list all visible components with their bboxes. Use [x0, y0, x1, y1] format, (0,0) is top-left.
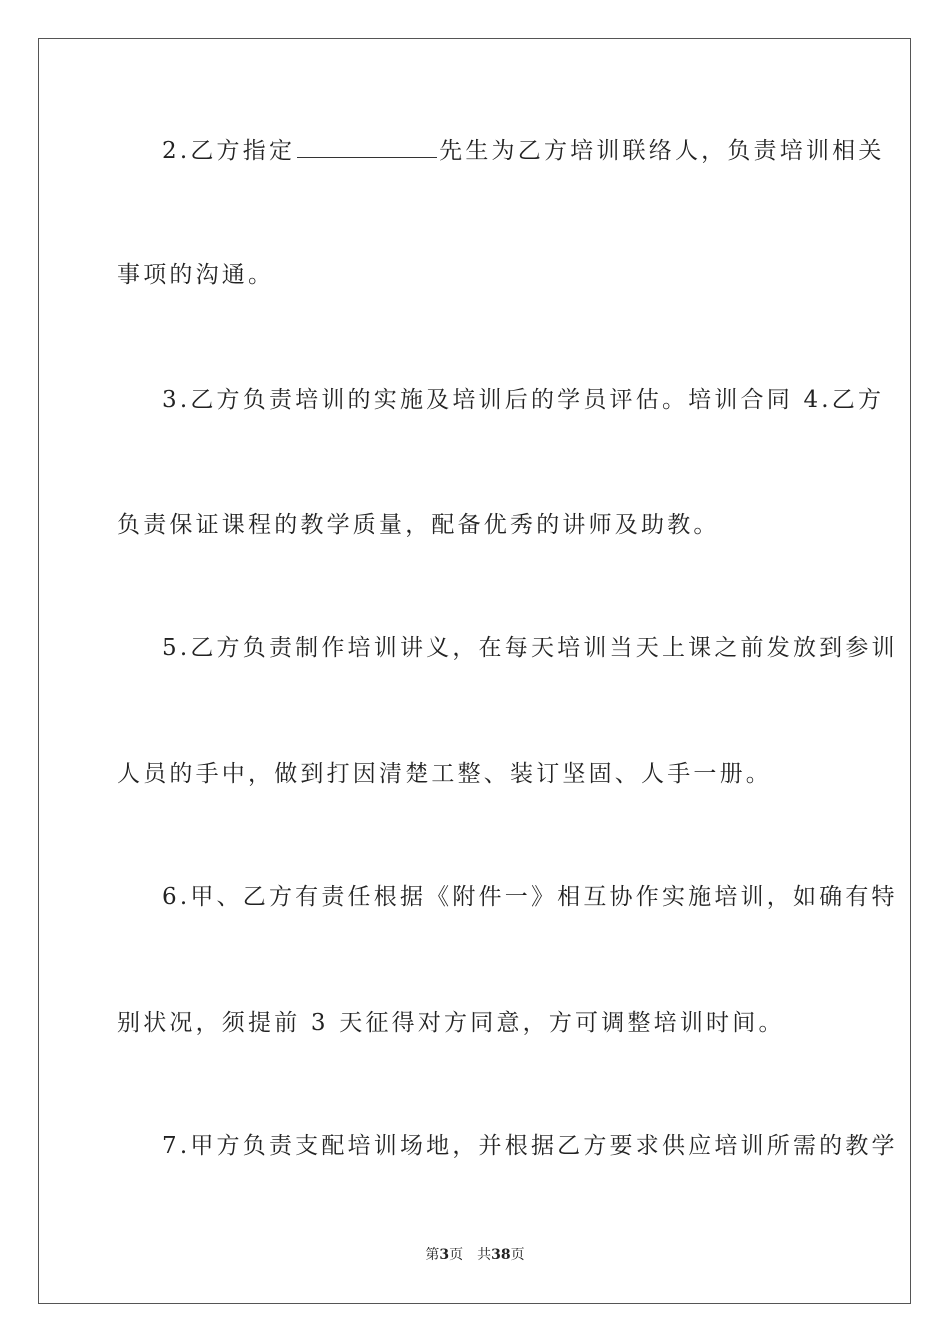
paragraph-3-line-1: 3.乙方负责培训的实施及培训后的学员评估。培训合同 4.乙方	[162, 387, 885, 413]
paragraph-3-line-2: 负责保证课程的教学质量，配备优秀的讲师及助教。	[117, 512, 720, 538]
footer-total-suffix: 页	[510, 1247, 525, 1263]
paragraph-2-line-2: 事项的沟通。	[117, 262, 275, 288]
paragraph-5-line-2: 人员的手中，做到打因清楚工整、装订坚固、人手一册。	[117, 761, 772, 787]
footer-page-number: 3	[439, 1247, 450, 1263]
page-border	[38, 38, 911, 1304]
paragraph-2-text-before-blank: 2.乙方指定	[162, 138, 296, 164]
footer-page-prefix: 第	[425, 1247, 440, 1263]
fill-in-blank[interactable]	[297, 137, 437, 158]
footer-total-pages: 38	[491, 1247, 511, 1263]
footer-total-prefix: 共	[477, 1247, 492, 1263]
paragraph-2-text-after-blank: 先生为乙方培训联络人，负责培训相关	[439, 138, 885, 164]
paragraph-6-line-1: 6.甲、乙方有责任根据《附件一》相互协作实施培训，如确有特	[162, 884, 898, 910]
paragraph-6-line-2: 别状况，须提前 3 天征得对方同意，方可调整培训时间。	[117, 1010, 785, 1036]
page-footer	[0, 1245, 950, 1265]
paragraph-7-line-1: 7.甲方负责支配培训场地，并根据乙方要求供应培训所需的教学	[162, 1133, 898, 1159]
paragraph-5-line-1: 5.乙方负责制作培训讲义，在每天培训当天上课之前发放到参训	[162, 635, 898, 661]
paragraph-2-line-1	[162, 136, 885, 166]
footer-page-suffix: 页	[449, 1247, 464, 1263]
